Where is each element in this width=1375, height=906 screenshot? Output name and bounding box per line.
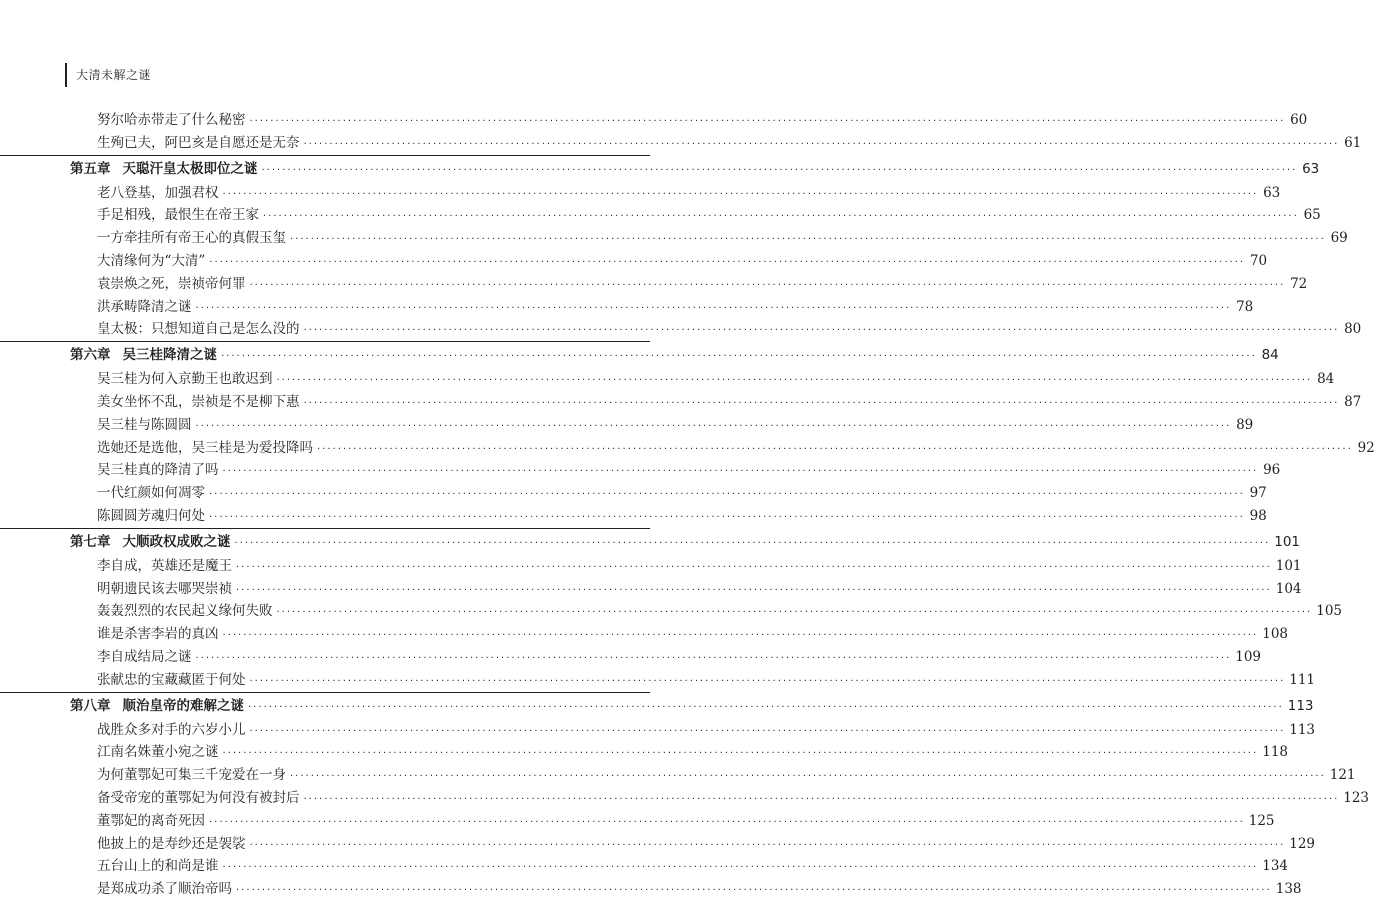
toc-entry-row[interactable] (0, 227, 1348, 250)
toc-entry-title: 吴三桂为何入京勤王也敢迟到 (97, 371, 273, 388)
toc-entry-title: 是郑成功杀了顺治帝吗 (97, 881, 232, 898)
table-of-contents (0, 109, 1375, 901)
dot-leader: ········································································································································································································ (248, 701, 1284, 713)
toc-entry-row[interactable] (0, 555, 1302, 578)
page-number: 60 (1290, 112, 1308, 128)
toc-entry-row[interactable] (0, 741, 1289, 764)
toc-entry-row[interactable] (0, 250, 1268, 273)
page-number: 111 (1289, 671, 1316, 688)
toc-entry-row[interactable] (0, 578, 1302, 601)
page-number: 101 (1275, 557, 1302, 574)
dot-leader: ········································································································································································································ (276, 607, 1313, 619)
toc-entry-title: 他披上的是寿纱还是袈裟 (97, 835, 246, 852)
page-number: 65 (1303, 207, 1321, 224)
dot-leader: ········································································································································································································ (249, 279, 1286, 291)
toc-entry-title: 战胜众多对手的六岁小儿 (97, 721, 246, 738)
page-number: 63 (1263, 184, 1281, 201)
toc-entry-row[interactable] (0, 296, 1254, 319)
dot-leader: ········································································································································································································ (195, 420, 1232, 432)
dot-leader: ········································································································································································································ (276, 375, 1313, 387)
chapter-title: 大顺政权成败之谜 (122, 533, 231, 550)
page-number: 98 (1249, 507, 1267, 524)
toc-entry-title: 为何董鄂妃可集三千宠爱在一身 (97, 767, 286, 784)
toc-entry-row[interactable] (0, 855, 1289, 878)
toc-entry-title: 陈圆圆芳魂归何处 (97, 507, 205, 524)
toc-entry-title: 洪承畴降清之谜 (97, 298, 192, 315)
page-number: 61 (1344, 134, 1362, 151)
toc-chapter-row[interactable] (0, 692, 1314, 719)
dot-leader: ········································································································································································································ (236, 584, 1272, 596)
toc-entry-title: 美女坐怀不乱，崇祯是不是柳下惠 (97, 393, 300, 410)
page-number: 80 (1344, 321, 1362, 338)
toc-entry-row[interactable] (0, 318, 1362, 341)
chapter-title: 顺治皇帝的难解之谜 (122, 697, 244, 714)
page-number: 70 (1249, 252, 1268, 269)
toc-entry-row[interactable] (0, 833, 1316, 856)
toc-entry-row[interactable] (0, 368, 1335, 391)
toc-entry-title: 五台山上的和尚是谁 (97, 858, 219, 875)
page-number: 113 (1287, 697, 1314, 714)
toc-entry-row[interactable] (0, 273, 1308, 296)
page-number: 121 (1329, 767, 1356, 784)
toc-entry-title: 一代红颜如何凋零 (97, 485, 205, 502)
dot-leader: ········································································································································································································ (249, 675, 1286, 687)
chapter-title: 吴三桂降清之谜 (122, 347, 217, 364)
toc-chapter-row[interactable] (0, 528, 1301, 555)
toc-entry-row[interactable] (0, 810, 1275, 833)
toc-entry-row[interactable] (0, 132, 1362, 155)
dot-leader: ········································································································································································································ (303, 138, 1340, 150)
toc-entry-row[interactable] (0, 414, 1254, 437)
toc-entry-title: 备受帝宠的董鄂妃为何没有被封后 (97, 789, 300, 806)
dot-leader: ········································································································································································································ (303, 397, 1340, 409)
chapter-number: 第六章 (70, 347, 111, 364)
toc-entry-row[interactable] (0, 482, 1267, 505)
toc-entry-title: 江南名姝董小宛之谜 (97, 744, 219, 761)
toc-entry-row[interactable] (0, 878, 1302, 901)
toc-entry-title: 袁崇焕之死，崇祯帝何罪 (97, 275, 246, 292)
dot-leader: ········································································································································································································ (209, 489, 1245, 501)
toc-entry-title: 吴三桂与陈圆圆 (97, 416, 192, 433)
dot-leader: ········································································································································································································ (234, 537, 1271, 549)
toc-entry-title: 一方牵挂所有帝王心的真假玉玺 (97, 230, 286, 247)
page-number: 84 (1261, 347, 1279, 364)
dot-leader: ········································································································································································································ (209, 511, 1245, 523)
page-number: 125 (1248, 812, 1275, 829)
toc-entry-title: 选她还是选他，吴三桂是为爱投降吗 (97, 439, 313, 456)
dot-leader: ········································································································································································································ (221, 351, 1257, 363)
toc-entry-title: 张献忠的宝藏藏匿于何处 (97, 671, 246, 688)
toc-entry-title: 明朝遗民该去哪哭崇祯 (97, 580, 232, 597)
dot-leader: ········································································································································································································ (249, 839, 1286, 851)
page-number: 84 (1317, 371, 1335, 388)
page-number: 97 (1249, 485, 1267, 502)
page-number: 129 (1289, 835, 1316, 852)
toc-entry-title: 吴三桂真的降清了吗 (97, 462, 219, 479)
dot-leader: ········································································································································································································ (222, 188, 1259, 200)
dot-leader: ········································································································································································································ (261, 164, 1298, 176)
page-number: 69 (1330, 230, 1348, 247)
dot-leader: ········································································································································································································ (236, 561, 1272, 573)
toc-chapter-label (70, 529, 231, 555)
page-number: 89 (1236, 416, 1254, 433)
toc-entry-title: 老八登基，加强君权 (97, 184, 219, 201)
dot-leader: ········································································································································································································ (209, 256, 1246, 268)
toc-entry-title: 大清缘何为“大清” (97, 252, 206, 269)
toc-entry-title: 轰轰烈烈的农民起义缘何失败 (97, 603, 273, 620)
dot-leader: ········································································································································································································ (209, 816, 1245, 828)
page-number: 87 (1344, 393, 1362, 410)
page-number: 118 (1262, 744, 1289, 761)
page-number: 123 (1343, 789, 1370, 806)
toc-chapter-label (70, 342, 217, 368)
page-number: 105 (1316, 603, 1343, 620)
toc-entry-row[interactable] (0, 505, 1267, 528)
dot-leader: ········································································································································································································ (249, 725, 1286, 737)
toc-entry-row[interactable] (0, 600, 1343, 623)
toc-entry-row[interactable] (0, 764, 1356, 787)
dot-leader: ········································································································································································································ (236, 885, 1272, 897)
toc-entry-row[interactable] (0, 109, 1308, 132)
dot-leader: ········································································································································································································ (222, 748, 1259, 760)
dot-leader: ········································································································································································································ (303, 793, 1340, 805)
toc-entry-row[interactable] (0, 182, 1281, 205)
dot-leader: ········································································································································································································ (222, 862, 1259, 874)
toc-entry-row[interactable] (0, 719, 1316, 742)
toc-entry-row[interactable] (0, 437, 1375, 460)
page-number: 108 (1262, 626, 1289, 643)
page-number: 92 (1357, 439, 1375, 456)
dot-leader: ········································································································································································································ (263, 211, 1299, 223)
toc-entry-title: 皇太极：只想知道自己是怎么没的 (97, 321, 300, 338)
toc-entry-row[interactable] (0, 623, 1289, 646)
chapter-title: 天聪汗皇太极即位之谜 (122, 160, 258, 177)
header-rule (65, 63, 67, 87)
toc-entry-row[interactable] (0, 669, 1316, 692)
page-number: 113 (1289, 721, 1316, 738)
dot-leader: ········································································································································································································ (290, 771, 1326, 783)
dot-leader: ········································································································································································································ (222, 630, 1259, 642)
toc-entry-title: 李自成，英雄还是魔王 (97, 557, 232, 574)
page-number: 101 (1274, 533, 1301, 550)
chapter-number: 第七章 (70, 533, 111, 550)
page-number: 138 (1275, 881, 1302, 898)
chapter-number: 第八章 (70, 697, 111, 714)
toc-entry-row[interactable] (0, 459, 1281, 482)
toc-entry-title: 谁是杀害李岩的真凶 (97, 626, 219, 643)
toc-chapter-row[interactable] (0, 341, 1279, 368)
toc-chapter-label (70, 693, 244, 719)
toc-entry-row[interactable] (0, 391, 1362, 414)
toc-entry-row[interactable] (0, 787, 1370, 810)
toc-entry-title: 手足相残，最恨生在帝王家 (97, 207, 259, 224)
dot-leader: ········································································································································································································ (222, 466, 1259, 478)
page-number: 63 (1302, 160, 1320, 177)
page-number: 72 (1290, 275, 1308, 292)
toc-entry-title: 生殉已夫，阿巴亥是自愿还是无奈 (97, 134, 300, 151)
page-number: 134 (1262, 858, 1289, 875)
toc-entry-row[interactable] (0, 204, 1321, 227)
dot-leader: ········································································································································································································ (195, 302, 1232, 314)
toc-entry-row[interactable] (0, 646, 1262, 669)
toc-entry-title: 董鄂妃的离奇死因 (97, 812, 205, 829)
dot-leader: ········································································································································································································ (290, 234, 1326, 246)
dot-leader: ········································································································································································································ (303, 325, 1340, 337)
dot-leader: ········································································································································································································ (249, 116, 1286, 127)
toc-entry-title: 努尔哈赤带走了什么秘密 (97, 112, 246, 128)
page-number: 78 (1236, 298, 1254, 315)
running-header-title: 大清未解之谜 (76, 68, 152, 82)
page-number: 104 (1275, 580, 1302, 597)
page-number: 109 (1235, 648, 1262, 665)
toc-entry-title: 李自成结局之谜 (97, 648, 192, 665)
toc-chapter-label (70, 156, 258, 182)
chapter-number: 第五章 (70, 160, 111, 177)
page-number: 96 (1263, 462, 1281, 479)
dot-leader: ········································································································································································································ (317, 443, 1353, 455)
dot-leader: ········································································································································································································ (195, 652, 1232, 664)
toc-chapter-row[interactable] (0, 155, 1320, 182)
